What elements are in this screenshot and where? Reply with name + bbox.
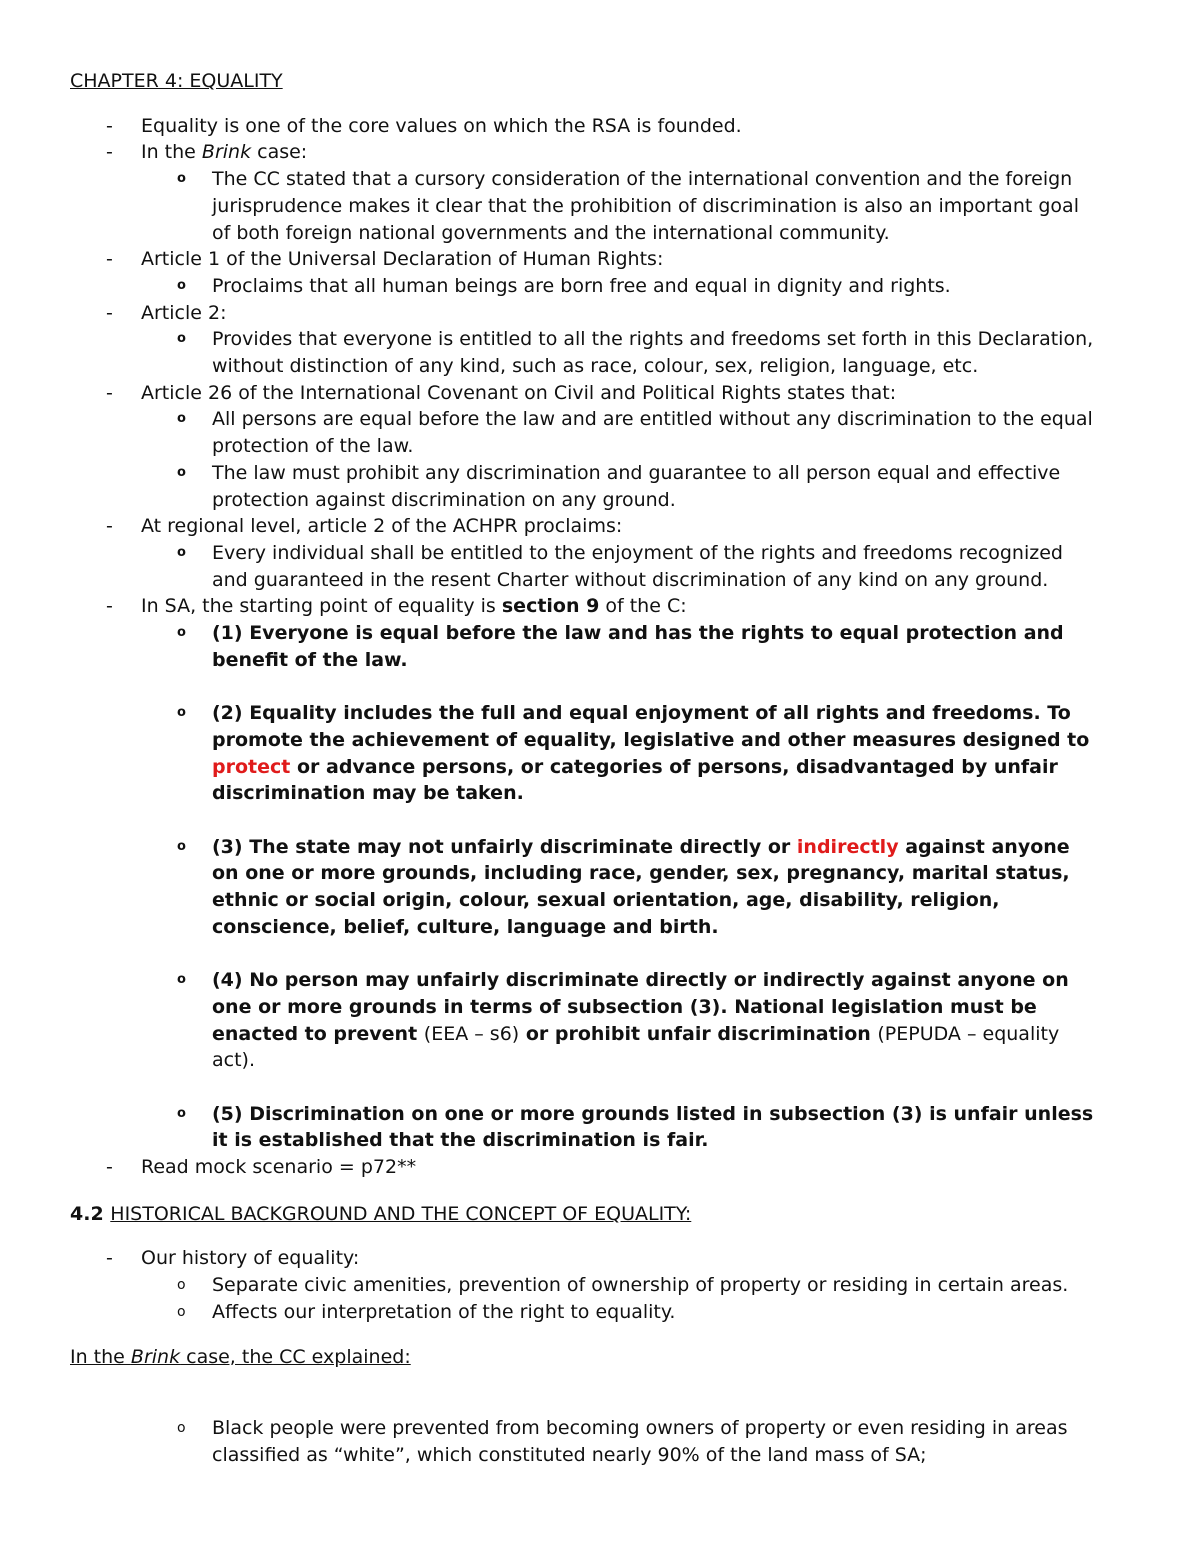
- text: o (4) No person may unfairly discriminate directly or indirectly against anyone on: [212, 969, 1069, 992]
- document-page: [70, 68, 1140, 1468]
- sub-list-item: [70, 540, 1140, 593]
- text: In the: [70, 1345, 131, 1368]
- text: of both foreign national governments and the international community.: [212, 221, 890, 244]
- text: (EEA – s6): [423, 1022, 520, 1045]
- section-number: 4.2: [70, 1202, 111, 1225]
- list-item: [70, 139, 1140, 166]
- text: o (2) Equality includes the full and equal enjoyment of all rights and freedoms. To: [212, 702, 1071, 725]
- sub-list-item: o Separate civic amenities, prevention of ownership of property or residing in certain areas.: [70, 1272, 1140, 1299]
- text: against anyone: [898, 835, 1070, 858]
- case-name: Brink: [130, 1345, 181, 1368]
- text: o (5) Discrimination on one or more grounds listed in subsection (3) is unfair unless: [212, 1102, 1094, 1125]
- text: o Every individual shall be entitled to the enjoyment of the rights and freedoms recognized: [212, 541, 1063, 564]
- section-9-5: [70, 1101, 1140, 1154]
- spacer: [70, 1181, 1140, 1201]
- spacer: [70, 940, 1140, 967]
- spacer: [70, 807, 1140, 834]
- subheading: [70, 1344, 1140, 1371]
- sub-list-item: [70, 460, 1140, 513]
- list-item: - At regional level, article 2 of the ACHPR proclaims:: [70, 513, 1140, 540]
- section-9-2: [70, 700, 1140, 807]
- text: (PEPUDA – equality: [877, 1022, 1060, 1045]
- text: ethnic or social origin, colour, sexual orientation, age, disability, religion,: [212, 889, 1000, 912]
- text: conscience, belief, culture, language and birth.: [212, 915, 719, 938]
- text: it is established that the discrimination is fair.: [212, 1129, 709, 1152]
- text: (3) The state may not unfairly discriminate directly or: [212, 835, 797, 858]
- section-heading: [70, 1201, 1140, 1228]
- text: In SA, the starting point of equality is: [141, 595, 502, 618]
- section-9-4: [70, 967, 1140, 1074]
- section-9-3: [70, 834, 1140, 941]
- text: and guaranteed in the resent Charter without discrimination of any kind on any ground.: [212, 568, 1049, 591]
- list-item: - Equality is one of the core values on which the RSA is founded.: [70, 113, 1140, 140]
- text: jurisprudence makes it clear that the prohibition of discrimination is also an important goal: [212, 194, 1079, 217]
- sub-list-item: [70, 406, 1140, 459]
- text: benefit of the law.: [212, 648, 408, 671]
- list-item: - Our history of equality:: [70, 1245, 1140, 1272]
- text: or advance persons, or categories of persons, disadvantaged by unfair: [290, 755, 1058, 778]
- highlight-indirectly: indirectly: [796, 835, 899, 858]
- text: protection against discrimination on any ground.: [212, 488, 676, 511]
- text: promote the achievement of equality, legislative and other measures designed to: [212, 728, 1090, 751]
- text: discrimination may be taken.: [212, 782, 524, 805]
- spacer: [70, 1074, 1140, 1101]
- text: act).: [212, 1049, 255, 1072]
- text: enacted to prevent: [212, 1022, 424, 1045]
- text: without distinction of any kind, such as race, colour, sex, religion, language, etc.: [212, 355, 979, 378]
- text: [212, 834, 1140, 861]
- text: [212, 754, 1140, 781]
- spacer: [70, 1227, 1140, 1245]
- list-item: [70, 593, 1140, 620]
- text: o The law must prohibit any discrimination and guarantee to all person equal and effective: [212, 461, 1061, 484]
- text: o Black people were prevented from becoming owners of property or even residing in areas: [212, 1416, 1068, 1439]
- text: or prohibit unfair discrimination: [519, 1022, 878, 1045]
- text: of the C:: [599, 595, 687, 618]
- sub-list-item: o Affects our interpretation of the right to equality.: [70, 1299, 1140, 1326]
- text: classified as “white”, which constituted nearly 90% of the land mass of SA;: [212, 1443, 927, 1466]
- sub-list-item: o Proclaims that all human beings are born free and equal in dignity and rights.: [70, 273, 1140, 300]
- list-item: - Article 26 of the International Covenant on Civil and Political Rights states that:: [70, 380, 1140, 407]
- list-item: - Read mock scenario = p72**: [70, 1154, 1140, 1181]
- text: case:: [251, 141, 308, 164]
- text: on one or more grounds, including race, gender, sex, pregnancy, marital status,: [212, 862, 1070, 885]
- spacer: [70, 673, 1140, 700]
- spacer: [70, 1397, 1140, 1415]
- text: In the: [141, 141, 202, 164]
- spacer: [70, 1370, 1140, 1397]
- text: o The CC stated that a cursory consideration of the international convention and the foreign: [212, 168, 1073, 191]
- sub-list-item: [70, 1415, 1140, 1468]
- text: o All persons are equal before the law and are entitled without any discrimination to the equal: [212, 408, 1093, 431]
- list-item: - Article 2:: [70, 300, 1140, 327]
- text: [212, 1021, 1140, 1048]
- section-ref: section 9: [501, 595, 600, 618]
- text: case, the CC explained:: [180, 1345, 411, 1368]
- text: o Provides that everyone is entitled to all the rights and freedoms set forth in this Declaration,: [212, 328, 1094, 351]
- sub-list-item: [70, 166, 1140, 246]
- text: o (1) Everyone is equal before the law and has the rights to equal protection and: [212, 622, 1064, 645]
- section-title: HISTORICAL BACKGROUND AND THE CONCEPT OF EQUALITY:: [110, 1202, 692, 1225]
- case-name: Brink: [201, 141, 252, 164]
- text: protection of the law.: [212, 435, 414, 458]
- highlight-protect: protect: [212, 755, 291, 778]
- list-item: - Article 1 of the Universal Declaration of Human Rights:: [70, 246, 1140, 273]
- spacer: [70, 1326, 1140, 1344]
- section-9-1: [70, 620, 1140, 673]
- sub-list-item: [70, 326, 1140, 379]
- text: one or more grounds in terms of subsection (3). National legislation must be: [212, 995, 1037, 1018]
- chapter-title: CHAPTER 4: EQUALITY: [70, 70, 283, 92]
